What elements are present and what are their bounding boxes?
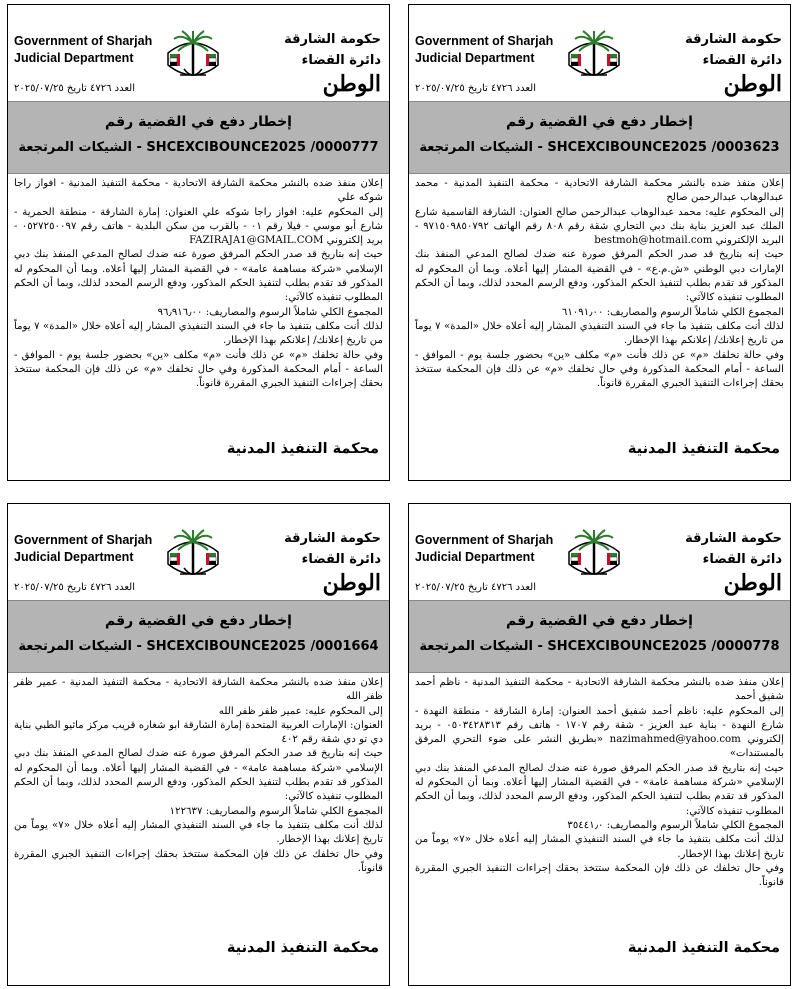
dept-ar: دائرة القضاء <box>301 552 381 567</box>
notice-header <box>409 504 790 574</box>
newspaper-name: الوطن <box>723 71 782 97</box>
publication-meta <box>409 570 790 600</box>
gov-en: Government of Sharjah <box>415 34 554 48</box>
gov-en: Government of Sharjah <box>415 533 554 547</box>
notice-paragraph: حيث إنه بتاريخ قد صدر الحكم المرفق صورة عنه ضدك لصالح المدعي المنفذ بنك دبي الإسلامي «شركة مساهمة عامة» - في القضية المشار إليها أعلاه. وبما أن المحكوم له المذكور قد تقدم بطلب لتنفيذ الحكم المذكور، ودفع الرسم المحدد لذلك، وبما أن الحكم المطلوب تنفيذه كالآتي: <box>415 762 784 817</box>
notice-paragraph: حيث إنه بتاريخ قد صدر الحكم المرفق صورة عنه ضدك لصالح المدعي المنفذ بنك دبي الإسلامي «شركة مساهمة عامة» - في القضية المشار إليها أعلاه. وبما أن المحكوم له المذكور قد تقدم بطلب لتنفيذ الحكم المذكور، ودفع الرسم المحدد لذلك، وبما أن الحكم المطلوب تنفيذه كالآتي: <box>14 748 383 803</box>
publication-meta <box>8 570 389 600</box>
notice-paragraph: حيث إنه بتاريخ قد صدر الحكم المرفق صورة عنه ضدك لصالح المدعي المنفذ بنك دبي الإسلامي «شركة مساهمة عامة» - في القضية المشار إليها أعلاه. وبما أن المحكوم له المذكور قد تقدم بطلب لتنفيذ الحكم المذكور، ودفع الرسم المحدد لذلك، وبما أن الحكم المطلوب تنفيذه كالآتي: <box>14 249 383 304</box>
notice-card <box>7 503 390 986</box>
case-line <box>8 632 389 662</box>
publication-meta <box>8 71 389 101</box>
notice-title: إخطار دفع في القضية رقم <box>506 613 693 629</box>
notice-paragraph: إلى المحكوم عليه: محمد عبدالوهاب عبدالرحمن صالح العنوان: الشارقة القاسمية شارع الملك عبد العزيز بناية بنك دبي التجاري شقة رقم ٨٠٨ رقم الهاتف ٩٧١٥٠٩٨٥٠٧٩٢ - البريد الإلكتروني bestmoh@hotmail.com <box>415 206 785 247</box>
notice-paragraph: وفي حال تخلفك عن ذلك فإن المحكمة ستتخذ بحقك إجراءات التنفيذ الجبري المقررة قانوناً. <box>14 848 383 874</box>
notice-paragraph: وفي حالة تخلفك «م» عن ذلك فأنت «م» مكلف «ين» بحضور جلسة يوم - الموافق - الساعة - أمام المحكمة المذكورة وفي حال تخلفك «م» عن ذلك فإن المحكمة ستتخذ بحقك إجراءات التنفيذ الجبري المقررة قانوناً. <box>415 349 784 390</box>
header-arabic <box>284 528 381 570</box>
notice-header <box>8 5 389 75</box>
case-type: - الشيكات المرتجعة <box>18 639 142 654</box>
notice-paragraph: لذلك أنت مكلف بتنفيذ ما جاء في السند التنفيذي المشار إليه أعلاه خلال «المدة» ٧ يوماً من تاريخ إعلانك/ إعلانكم بهذا الإخطار. <box>415 320 784 347</box>
case-type: - الشيكات المرتجعة <box>18 140 142 155</box>
newspaper-name: الوطن <box>322 71 381 97</box>
dept-ar: دائرة القضاء <box>702 53 782 68</box>
newspaper-name: الوطن <box>322 570 381 596</box>
dept-en: Judicial Department <box>415 51 535 65</box>
notice-paragraph: إلى المحكوم عليه: عمير ظفر ظفر الله <box>218 705 383 717</box>
notice-card <box>408 503 791 986</box>
court-signature: محكمة التنفيذ المدنية <box>226 940 379 956</box>
notice-paragraph: لذلك أنت مكلف بتنفيذ ما جاء في السند التنفيذي المشار إليه أعلاه خلال «المدة» ٧ يوماً من تاريخ إعلانك/ إعلانكم بهذا الإخطار. <box>14 320 383 347</box>
notice-paragraph: إعلان منفذ ضده بالنشر محكمة الشارقة الاتحادية - محكمة التنفيذ المدنية - محمد عبدالوهاب عبدالرحمن صالح <box>415 178 784 204</box>
notice-header <box>8 504 389 574</box>
header-english <box>14 33 152 67</box>
notice-paragraph: وفي حال تخلفك عن ذلك فإن المحكمة ستتخذ بحقك إجراءات التنفيذ الجبري المقررة قانوناً. <box>415 862 784 889</box>
gov-ar: حكومة الشارقة <box>284 32 381 47</box>
case-line <box>409 632 790 662</box>
header-arabic <box>685 29 782 71</box>
gov-ar: حكومة الشارقة <box>685 531 782 546</box>
dept-en: Judicial Department <box>415 550 535 564</box>
court-signature: محكمة التنفيذ المدنية <box>627 441 780 457</box>
notice-paragraph: إعلان منفذ ضده بالنشر محكمة الشارقة الاتحادية - محكمة التنفيذ المدنية - ناظم أحمد شفيق أحمد <box>415 677 784 703</box>
notice-paragraph: إلى المحكوم عليه: افواز راجا شوكه علي العنوان: إمارة الشارقة - منطقة الحمرية - شارع أبو موسي - فيلا رقم ٠١ - بالقرب من سكن البلدية - هاتف رقم ٠٥٢٧٢٥٠٠٩٧ - بريد إلكتروني FAZIRAJA1@GMAIL.COM <box>14 206 383 247</box>
notice-paragraph: إلى المحكوم عليه: ناظم أحمد شفيق أحمد العنوان: إمارة الشارقة - منطقة النهدة - شارع النهدة - بناية عبد العزيز - شقة رقم ١٧٠٧ - هاتف رقم ٠٥٠٣٤٢٨٣١٣ - بريد إلكتروني nazimahmed@yahoo.com «بطريق النشر على ضوء التحري المرفق بالمستندات» <box>415 705 785 760</box>
header-english <box>415 33 553 67</box>
header-english <box>14 532 152 566</box>
title-band <box>409 101 790 174</box>
case-number: SHCEXCIBOUNCE2025 /0000777 <box>146 140 379 155</box>
dept-ar: دائرة القضاء <box>702 552 782 567</box>
notice-card <box>7 4 390 481</box>
header-english <box>415 532 553 566</box>
notice-paragraph: وفي حالة تخلفك «م» عن ذلك فأنت «م» مكلف «ين» بحضور جلسة يوم - الموافق - الساعة - أمام المحكمة المذكورة وفي حال تخلفك «م» عن ذلك فإن المحكمة ستتخذ بحقك إجراءات التنفيذ الجبري المقررة قانوناً. <box>14 349 383 390</box>
newspaper-name: الوطن <box>723 570 782 596</box>
issue-date: العدد ٤٧٢٦ تاريخ ٢٠٢٥/٠٧/٢٥ <box>14 83 135 94</box>
notice-title: إخطار دفع في القضية رقم <box>506 114 693 130</box>
notice-header <box>409 5 790 75</box>
header-arabic <box>284 29 381 71</box>
dept-en: Judicial Department <box>14 51 134 65</box>
dept-ar: دائرة القضاء <box>301 53 381 68</box>
notice-paragraph: المجموع الكلي شاملاً الرسوم والمصاريف: ١٢٢٦٣٧ <box>169 805 383 817</box>
issue-date: العدد ٤٧٢٦ تاريخ ٢٠٢٥/٠٧/٢٥ <box>415 83 536 94</box>
notice-body <box>8 673 389 938</box>
publication-meta <box>409 71 790 101</box>
gov-ar: حكومة الشارقة <box>685 32 782 47</box>
notice-paragraph: المجموع الكلي شاملاً الرسوم والمصاريف: ٣٥٤٤١٫٠ <box>567 819 784 831</box>
notice-title: إخطار دفع في القضية رقم <box>105 114 292 130</box>
issue-date: العدد ٤٧٢٦ تاريخ ٢٠٢٥/٠٧/٢٥ <box>14 582 135 593</box>
case-type: - الشيكات المرتجعة <box>419 140 543 155</box>
notice-paragraph: حيث إنه بتاريخ قد صدر الحكم المرفق صورة عنه ضدك لصالح المدعي المنفذ بنك الإمارات دبي الوطني «ش.م.ع» - في القضية المشار إليها أعلاه. وبما أن المحكوم له المذكور قد تقدم بطلب لتنفيذ الحكم المذكور، ودفع الرسم المحدد لذلك، وبما أن الحكم المطلوب تنفيذه كالآتي: <box>415 249 784 304</box>
notice-paragraph: لذلك أنت مكلف بتنفيذ ما جاء في السند التنفيذي المشار إليه أعلاه خلال «٧» يوماً من تاريخ إعلانك بهذا الإخطار. <box>415 834 784 860</box>
case-type: - الشيكات المرتجعة <box>419 639 543 654</box>
notice-body <box>409 174 790 439</box>
case-number: SHCEXCIBOUNCE2025 /0003623 <box>547 140 780 155</box>
notice-paragraph: إعلان منفذ ضده بالنشر محكمة الشارقة الاتحادية - محكمة التنفيذ المدنية - عمير ظفر ظفر الله <box>14 677 383 703</box>
case-number: SHCEXCIBOUNCE2025 /0000778 <box>547 639 780 654</box>
case-line <box>409 133 790 163</box>
header-arabic <box>685 528 782 570</box>
issue-date: العدد ٤٧٢٦ تاريخ ٢٠٢٥/٠٧/٢٥ <box>415 582 536 593</box>
notice-card <box>408 4 791 481</box>
notice-body <box>8 174 389 439</box>
notice-paragraph: العنوان: الإمارات العربية المتحدة إمارة الشارقة ابو شغاره قريب مركز ماثيو الطبي بناية دي تو دي شقة رقم ٤٠٢ <box>14 719 383 746</box>
notice-paragraph: إعلان منفذ ضده بالنشر محكمة الشارقة الاتحادية - محكمة التنفيذ المدنية - افواز راجا شوكه علي <box>14 178 383 204</box>
title-band <box>8 101 389 174</box>
notice-paragraph: لذلك أنت مكلف بتنفيذ ما جاء في السند التنفيذي المشار إليه أعلاه خلال «٧» يوماً من تاريخ إعلانك بهذا الإخطار. <box>14 819 383 846</box>
case-line <box>8 133 389 163</box>
notice-paragraph: المجموع الكلي شاملاً الرسوم والمصاريف: ٦١٠٩١٫٠٠ <box>561 306 784 318</box>
notice-paragraph: المجموع الكلي شاملاً الرسوم والمصاريف: ٩٦٫٩١٦٫٠٠ <box>157 306 383 318</box>
court-signature: محكمة التنفيذ المدنية <box>627 940 780 956</box>
gov-en: Government of Sharjah <box>14 533 153 547</box>
title-band <box>8 600 389 673</box>
gov-ar: حكومة الشارقة <box>284 531 381 546</box>
case-number: SHCEXCIBOUNCE2025 /0001664 <box>146 639 379 654</box>
notice-title: إخطار دفع في القضية رقم <box>105 613 292 629</box>
notice-body <box>409 673 790 938</box>
court-signature: محكمة التنفيذ المدنية <box>226 441 379 457</box>
dept-en: Judicial Department <box>14 550 134 564</box>
gov-en: Government of Sharjah <box>14 34 153 48</box>
title-band <box>409 600 790 673</box>
